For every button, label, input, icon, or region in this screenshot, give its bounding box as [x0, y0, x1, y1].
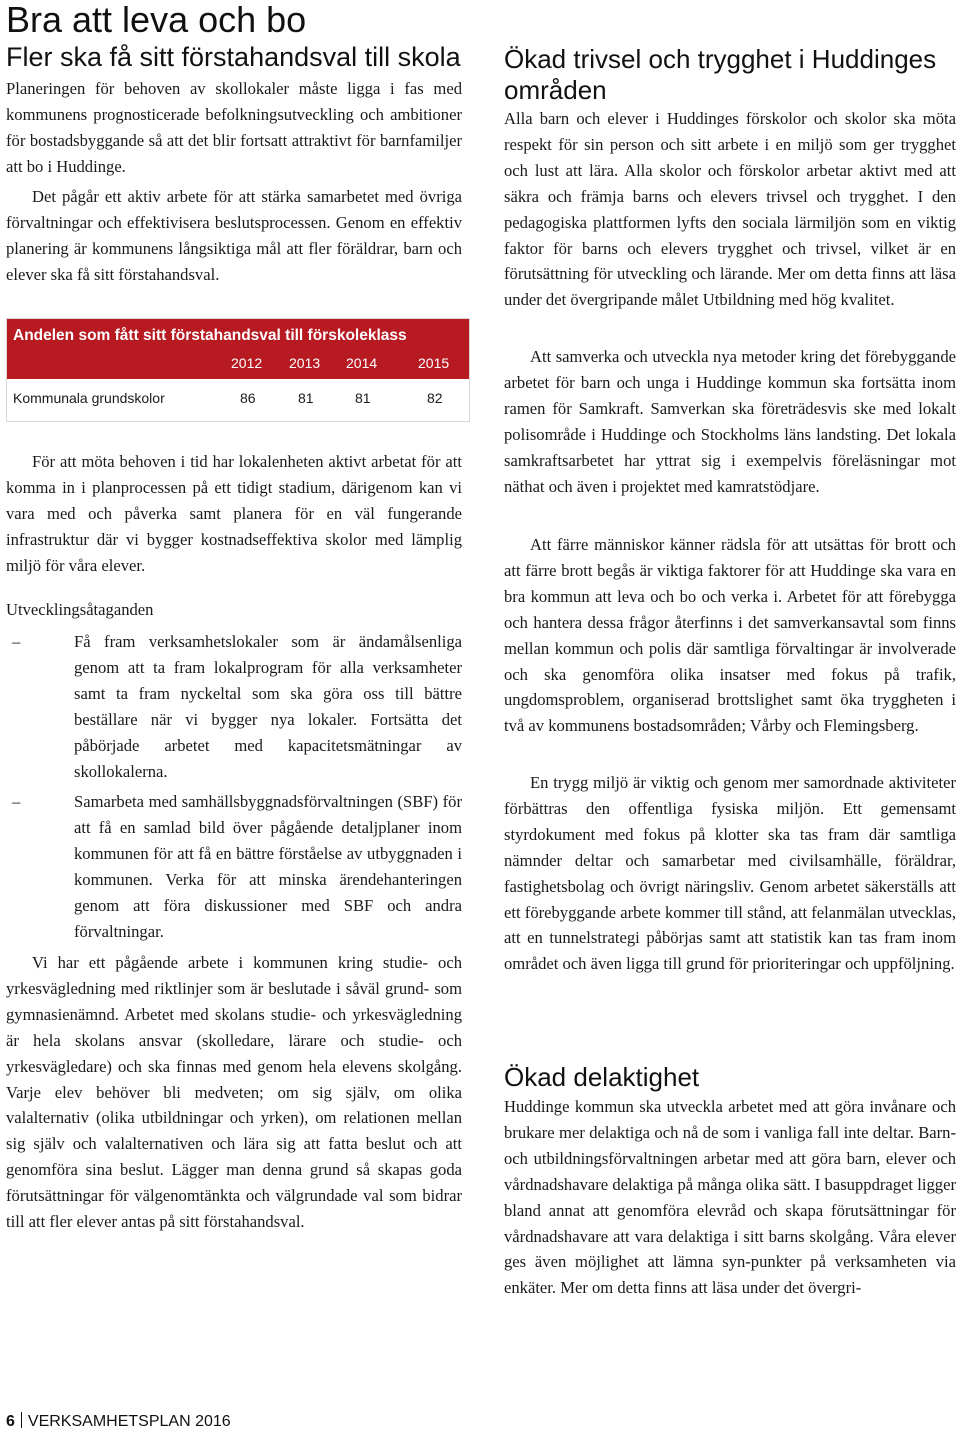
page-number: 6: [6, 1413, 15, 1430]
list-item: [6, 789, 462, 944]
dash-bullet: –: [12, 632, 21, 651]
paragraph-collaboration: Det pågår ett aktiv arbete för att stärka samarbetet med övriga förvaltningar och effektivisera beslutsprocessen. Genom en effektiv planering är kommunens långsiktiga mål att fler föräldrar, barn och elever ska få sitt förstahandsval.: [6, 187, 462, 284]
paragraph-planning: Planeringen för behoven av skollokaler måste ligga i fas med kommunens prognosticerade befolkningsutveckling och ambitioner för bostadsbyggande så att det blir fortsatt attraktivt för barnfamiljer att bo i Huddinge.: [6, 79, 462, 176]
dash-bullet: –: [12, 792, 21, 812]
value-2013: 81: [298, 390, 314, 406]
stats-table-header: [7, 319, 469, 379]
paragraph-premises: För att möta behoven i tid har lokalenheten aktivt arbetat för att komma in i planprocessen på ett tidigt stadium, därigenom kan vi vara med och påverka samt planera för en väl fungerande infrastruktur där vi bygger kostnadseffektiva skolor med lämplig miljö för våra elever.: [6, 452, 462, 575]
year-2015: 2015: [418, 355, 450, 371]
section-heading-first-choice: Fler ska få sitt förstahandsval till skola: [6, 42, 461, 72]
commitments-heading: Utvecklingsåtaganden: [6, 600, 154, 619]
paragraph-crime: Att färre människor känner rädsla för att utsättas för brott och att färre brott begås är viktiga faktorer för att Huddinge ska vara en bra kommun att leva och bo och verka i. Arbetet för att förebygga och hantera dessa frågor återfinns i det samverkansavtal som finns mellan kommun och polis där samtliga förvaltingar är involverade och ska genomföra olika insatser med fokus på trafik, ungdomsproblem, organiserad brottslighet samt öka tryggheten i två av kommunens bostadsområden; Vårby och Flemingsberg.: [504, 535, 956, 736]
first-choice-stats-table: [6, 318, 470, 422]
paragraph-environment: En trygg miljö är viktig och genom mer samordnade aktiviteter förbättras den offentliga fysiska miljön. Ett gemensamt styrdokument med fokus på klotter ska tas fram där samtliga nämnder deltar och samarbetar med civilsamhälle, föräldrar, fastighetsbolag och övrigt näringsliv. Genom arbetet säkerställs att ett förebyggande arbete kommer till stånd, att felanmälan utvecklas, att en tunnelstrategi påbörjas samt att statistik kan tas fram inom området och även ligga till grund för prioriteringar och uppföljning.: [504, 773, 956, 974]
year-2014: 2014: [346, 355, 378, 371]
page-footer: [6, 1412, 231, 1431]
list-item: [6, 629, 462, 784]
stats-table-title: Andelen som fått sitt förstahandsval till förskoleklass: [13, 327, 407, 344]
section-heading-participation: Ökad delaktighet: [504, 1062, 700, 1092]
value-2012: 86: [240, 390, 256, 406]
document-title: VERKSAMHETSPLAN 2016: [27, 1413, 231, 1430]
paragraph-participation: Huddinge kommun ska utveckla arbetet med att göra invånare och brukare mer delaktiga och nå de som i vanliga fall inte deltar. Barn- och utbildningsförvaltningen arbetar med att göra barn, elever och vårdnadshavare delaktiga på många olika sätt. I basuppdraget ligger bland annat att genomföra elevråd och skapa förutsättningar för vårdnadshavare att vara delaktiga i sitt barns skolgång. Våra elever ges även möjlighet att lämna syn-punkter på verksamheten via enkäter. Mer om detta finns att läsa under det övergri-: [504, 1097, 956, 1298]
commitment-text: Samarbeta med samhällsbyggnadsförvaltningen (SBF) för att få en samlad bild över pågående detaljplaner inom kommunen för att få en bättre förståelse av utbyggnaden i kommunen. Verka för att minska ärendehanteringen genom att föra diskussioner med SBF och andra förvaltningar.: [74, 792, 462, 941]
paragraph-respect: Alla barn och elever i Huddinges förskolor och skolor ska möta respekt för sin person och sitt arbete i en miljö som ger trygghet och lust att lära. Alla skolor och förskolor arbetar aktivt med att säkra och främja barns och elevers trivsel och trygghet. I den pedagogiska plattformen lyfts den sociala lärmiljön som en viktig faktor för barns och elevers trygghet och trivsel, vilket är en förutsättning för utveckling och lärande. Mer om detta finns att läsa under det övergripande målet Utbildning med hög kvalitet.: [504, 109, 956, 310]
year-2012: 2012: [231, 355, 263, 371]
footer-divider: [21, 1412, 22, 1428]
value-2014: 81: [355, 390, 371, 406]
commitment-text: Få fram verksamhetslokaler som är ändamålsenliga genom att ta fram lokalprogram för alla verksamheter samt ta fram nyckeltal som ska göra oss till bättre beställare när vi bygger nya lokaler. Fortsätta det påbörjade arbetet med kapacitetsmätningar av skollokalerna.: [74, 632, 462, 781]
paragraph-samkraft: Att samverka och utveckla nya metoder kring det förebyggande arbetet för barn och unga i Huddinge kommun ska fortsätta inom ramen för Samkraft. Samverkan ska företrädesvis ske med lokalt polisområde i Huddinge och Stockholms läns landsting. Det lokala samkraftsarbetet har yttrat sig i exempelvis föreläsningar mot näthat och även i projektet med kamratstödjare.: [504, 347, 956, 496]
paragraph-guidance: Vi har ett pågående arbete i kommunen kring studie- och yrkesvägledning med riktlinjer som är beslutade i såväl grund- som gymnasienämnd. Arbetet med skolans studie- och yrkesvägledning är hela skolans ansvar (skolledare, lärare och studie- och yrkesvägledare) och ska finnas med genom hela elevens skolgång. Varje elev behöver bli medveten; om sig själv, om olika valalternativ (olika utbildningar och yrken), om relationen mellan sig själv och valalternativen och lära sig att fatta beslut och att genomföra sina beslut. Lägger man denna grund så skapas goda förutsättningar för välgenomtänkta och välgrundade val som bidrar till att fler elever antas på sitt förstahandsval.: [6, 953, 462, 1232]
section-heading-safety: Ökad trivsel och trygghet i Huddinges områden: [504, 44, 937, 105]
row-label: Kommunala grundskolor: [13, 390, 165, 406]
year-2013: 2013: [289, 355, 321, 371]
commitments-list: [6, 629, 462, 945]
value-2015: 82: [427, 390, 443, 406]
table-row: [7, 379, 469, 423]
page-title: Bra att leva och bo: [6, 0, 307, 40]
